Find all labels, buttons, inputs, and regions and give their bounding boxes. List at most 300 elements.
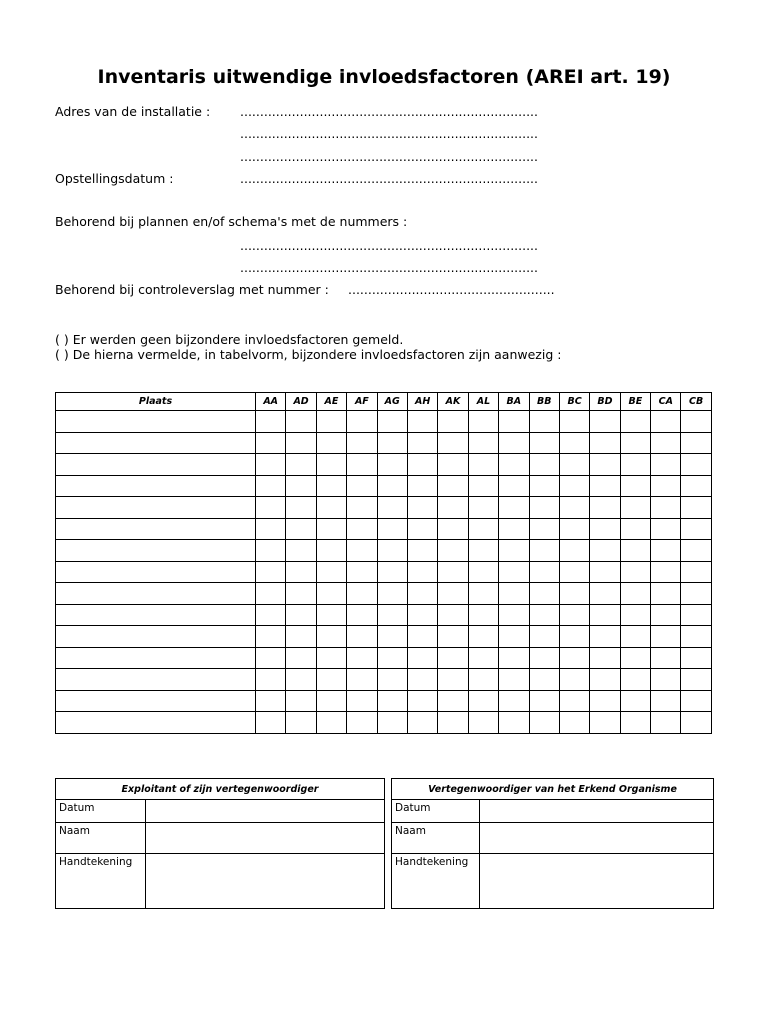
- factor-cell-bc[interactable]: [559, 626, 589, 648]
- factor-cell-ak[interactable]: [438, 411, 468, 433]
- table-row: [56, 604, 712, 626]
- factor-cell-bd[interactable]: [590, 454, 620, 476]
- address-line-2[interactable]: ...........................................................................: [240, 126, 539, 141]
- factor-cell-cb[interactable]: [681, 647, 711, 669]
- factor-cell-bd[interactable]: [590, 561, 620, 583]
- table-row: [56, 626, 712, 648]
- factor-cell-ak[interactable]: [438, 518, 468, 540]
- table-row: [56, 432, 712, 454]
- factor-cell-bc[interactable]: [559, 475, 589, 497]
- factor-cell-ca[interactable]: [651, 432, 681, 454]
- factor-cell-ah[interactable]: [407, 411, 437, 433]
- factor-cell-be[interactable]: [620, 518, 650, 540]
- operator-signature-label: Handtekening: [56, 854, 146, 909]
- factor-cell-ad[interactable]: [286, 561, 316, 583]
- code-header-bd: BD: [590, 393, 620, 411]
- code-header-af: AF: [347, 393, 377, 411]
- factor-cell-ak[interactable]: [438, 432, 468, 454]
- factor-cell-ak[interactable]: [438, 712, 468, 734]
- factor-cell-aa[interactable]: [256, 690, 286, 712]
- place-cell[interactable]: [56, 583, 256, 605]
- factor-cell-ca[interactable]: [651, 518, 681, 540]
- factor-cell-af[interactable]: [347, 626, 377, 648]
- factor-cell-cb[interactable]: [681, 583, 711, 605]
- table-row: [56, 561, 712, 583]
- factor-cell-bd[interactable]: [590, 411, 620, 433]
- table-row: [56, 647, 712, 669]
- place-cell[interactable]: [56, 647, 256, 669]
- factor-cell-al[interactable]: [468, 518, 498, 540]
- factor-cell-bb[interactable]: [529, 497, 559, 519]
- factor-cell-ae[interactable]: [316, 454, 346, 476]
- factor-cell-af[interactable]: [347, 518, 377, 540]
- date-line[interactable]: ...........................................................................: [240, 171, 539, 186]
- factor-cell-ad[interactable]: [286, 583, 316, 605]
- factor-cell-be[interactable]: [620, 497, 650, 519]
- factor-cell-aa[interactable]: [256, 626, 286, 648]
- factor-cell-ak[interactable]: [438, 626, 468, 648]
- place-cell[interactable]: [56, 690, 256, 712]
- factor-cell-bc[interactable]: [559, 690, 589, 712]
- factor-cell-aa[interactable]: [256, 475, 286, 497]
- factor-cell-af[interactable]: [347, 432, 377, 454]
- factor-cell-af[interactable]: [347, 647, 377, 669]
- factor-cell-ag[interactable]: [377, 454, 407, 476]
- operator-name-label: Naam: [56, 823, 146, 854]
- factor-cell-af[interactable]: [347, 712, 377, 734]
- factor-cell-cb[interactable]: [681, 561, 711, 583]
- code-header-ah: AH: [407, 393, 437, 411]
- factor-cell-ca[interactable]: [651, 497, 681, 519]
- factor-cell-af[interactable]: [347, 454, 377, 476]
- factor-cell-bb[interactable]: [529, 690, 559, 712]
- factor-cell-ak[interactable]: [438, 647, 468, 669]
- factor-cell-cb[interactable]: [681, 454, 711, 476]
- factor-cell-ba[interactable]: [499, 411, 529, 433]
- factor-cell-be[interactable]: [620, 690, 650, 712]
- address-line-3[interactable]: ...........................................................................: [240, 149, 539, 164]
- code-header-ca: CA: [651, 393, 681, 411]
- factor-cell-ag[interactable]: [377, 669, 407, 691]
- factor-cell-ba[interactable]: [499, 604, 529, 626]
- factor-cell-bd[interactable]: [590, 626, 620, 648]
- factor-cell-ae[interactable]: [316, 432, 346, 454]
- factor-cell-ag[interactable]: [377, 712, 407, 734]
- factor-cell-aa[interactable]: [256, 647, 286, 669]
- factor-cell-ca[interactable]: [651, 669, 681, 691]
- factor-cell-ca[interactable]: [651, 647, 681, 669]
- factor-cell-aa[interactable]: [256, 604, 286, 626]
- factor-cell-bb[interactable]: [529, 432, 559, 454]
- factor-cell-af[interactable]: [347, 583, 377, 605]
- organism-date-field[interactable]: [480, 800, 714, 823]
- factor-cell-ae[interactable]: [316, 690, 346, 712]
- factor-cell-ah[interactable]: [407, 583, 437, 605]
- factor-cell-ae[interactable]: [316, 540, 346, 562]
- factor-cell-al[interactable]: [468, 475, 498, 497]
- factor-cell-be[interactable]: [620, 647, 650, 669]
- factor-cell-bb[interactable]: [529, 540, 559, 562]
- operator-header: Exploitant of zijn vertegenwoordiger: [56, 779, 385, 800]
- factor-cell-ah[interactable]: [407, 604, 437, 626]
- factor-cell-ad[interactable]: [286, 712, 316, 734]
- factor-cell-ba[interactable]: [499, 454, 529, 476]
- code-header-cb: CB: [681, 393, 711, 411]
- factor-cell-ah[interactable]: [407, 669, 437, 691]
- factor-cell-be[interactable]: [620, 475, 650, 497]
- factor-cell-ba[interactable]: [499, 540, 529, 562]
- factor-cell-af[interactable]: [347, 561, 377, 583]
- organism-name-field[interactable]: [480, 823, 714, 854]
- factor-cell-bc[interactable]: [559, 540, 589, 562]
- factor-cell-ag[interactable]: [377, 626, 407, 648]
- factor-cell-ag[interactable]: [377, 518, 407, 540]
- date-label: Opstellingsdatum :: [55, 171, 174, 186]
- factor-cell-ah[interactable]: [407, 432, 437, 454]
- factor-cell-ag[interactable]: [377, 604, 407, 626]
- factor-cell-ag[interactable]: [377, 432, 407, 454]
- factor-cell-cb[interactable]: [681, 540, 711, 562]
- factor-cell-af[interactable]: [347, 411, 377, 433]
- factor-cell-ak[interactable]: [438, 454, 468, 476]
- factor-cell-ak[interactable]: [438, 583, 468, 605]
- factor-cell-bc[interactable]: [559, 712, 589, 734]
- factor-cell-cb[interactable]: [681, 411, 711, 433]
- factor-cell-ah[interactable]: [407, 454, 437, 476]
- factor-cell-ba[interactable]: [499, 647, 529, 669]
- factor-cell-ae[interactable]: [316, 561, 346, 583]
- organism-header: Vertegenwoordiger van het Erkend Organisme: [392, 779, 714, 800]
- factor-cell-cb[interactable]: [681, 712, 711, 734]
- factor-cell-ak[interactable]: [438, 540, 468, 562]
- factor-cell-bb[interactable]: [529, 604, 559, 626]
- code-header-bb: BB: [529, 393, 559, 411]
- factor-cell-ad[interactable]: [286, 497, 316, 519]
- organism-date-label: Datum: [392, 800, 480, 823]
- factor-cell-ba[interactable]: [499, 432, 529, 454]
- table-row: [56, 411, 712, 433]
- factor-cell-aa[interactable]: [256, 497, 286, 519]
- factor-cell-ad[interactable]: [286, 669, 316, 691]
- factor-cell-al[interactable]: [468, 432, 498, 454]
- factor-cell-ad[interactable]: [286, 432, 316, 454]
- option-present[interactable]: ( ) De hierna vermelde, in tabelvorm, bijzondere invloedsfactoren zijn aanwezig :: [55, 347, 562, 362]
- factor-cell-ak[interactable]: [438, 497, 468, 519]
- factor-cell-ah[interactable]: [407, 712, 437, 734]
- factor-cell-bd[interactable]: [590, 432, 620, 454]
- factor-cell-al[interactable]: [468, 604, 498, 626]
- factor-cell-ah[interactable]: [407, 518, 437, 540]
- factor-cell-al[interactable]: [468, 647, 498, 669]
- table-row: [56, 690, 712, 712]
- factor-cell-ad[interactable]: [286, 604, 316, 626]
- table-row: [56, 518, 712, 540]
- factor-cell-bb[interactable]: [529, 411, 559, 433]
- factor-cell-aa[interactable]: [256, 411, 286, 433]
- factor-cell-cb[interactable]: [681, 432, 711, 454]
- organism-signature-field[interactable]: [480, 854, 714, 909]
- factor-cell-ag[interactable]: [377, 647, 407, 669]
- factor-cell-ak[interactable]: [438, 561, 468, 583]
- factor-cell-ak[interactable]: [438, 604, 468, 626]
- factor-cell-ah[interactable]: [407, 497, 437, 519]
- factor-cell-al[interactable]: [468, 497, 498, 519]
- factor-cell-aa[interactable]: [256, 432, 286, 454]
- page-title: Inventaris uitwendige invloedsfactoren (AREI art. 19): [97, 66, 671, 88]
- factor-cell-bb[interactable]: [529, 647, 559, 669]
- factor-cell-ak[interactable]: [438, 669, 468, 691]
- factor-cell-cb[interactable]: [681, 518, 711, 540]
- factor-cell-bd[interactable]: [590, 647, 620, 669]
- factor-cell-ae[interactable]: [316, 475, 346, 497]
- code-header-ba: BA: [499, 393, 529, 411]
- factor-cell-ba[interactable]: [499, 669, 529, 691]
- factor-cell-ag[interactable]: [377, 561, 407, 583]
- organism-signature-label: Handtekening: [392, 854, 480, 909]
- factor-cell-bb[interactable]: [529, 712, 559, 734]
- factor-cell-ae[interactable]: [316, 518, 346, 540]
- factor-cell-ae[interactable]: [316, 626, 346, 648]
- factor-cell-bb[interactable]: [529, 669, 559, 691]
- factor-cell-al[interactable]: [468, 561, 498, 583]
- place-cell[interactable]: [56, 712, 256, 734]
- factor-cell-bc[interactable]: [559, 647, 589, 669]
- factor-cell-af[interactable]: [347, 540, 377, 562]
- factor-cell-ae[interactable]: [316, 712, 346, 734]
- table-header-row: [56, 393, 712, 411]
- place-cell[interactable]: [56, 454, 256, 476]
- factor-cell-aa[interactable]: [256, 712, 286, 734]
- factor-cell-bb[interactable]: [529, 518, 559, 540]
- factor-cell-bc[interactable]: [559, 604, 589, 626]
- report-line[interactable]: ....................................................: [348, 282, 555, 297]
- factor-cell-aa[interactable]: [256, 454, 286, 476]
- place-cell[interactable]: [56, 540, 256, 562]
- factor-cell-ba[interactable]: [499, 518, 529, 540]
- code-header-ag: AG: [377, 393, 407, 411]
- factor-cell-ag[interactable]: [377, 497, 407, 519]
- factor-cell-bc[interactable]: [559, 518, 589, 540]
- factor-cell-ba[interactable]: [499, 583, 529, 605]
- factor-cell-al[interactable]: [468, 540, 498, 562]
- factor-cell-ad[interactable]: [286, 411, 316, 433]
- factor-cell-bb[interactable]: [529, 561, 559, 583]
- factor-cell-bd[interactable]: [590, 583, 620, 605]
- place-cell[interactable]: [56, 475, 256, 497]
- operator-signature-table: [55, 778, 385, 909]
- factor-cell-be[interactable]: [620, 583, 650, 605]
- factor-cell-bc[interactable]: [559, 497, 589, 519]
- factor-cell-be[interactable]: [620, 604, 650, 626]
- factor-cell-aa[interactable]: [256, 518, 286, 540]
- place-cell[interactable]: [56, 604, 256, 626]
- factor-cell-bc[interactable]: [559, 411, 589, 433]
- factor-cell-be[interactable]: [620, 454, 650, 476]
- factor-cell-aa[interactable]: [256, 540, 286, 562]
- factor-cell-ca[interactable]: [651, 475, 681, 497]
- factor-cell-ad[interactable]: [286, 454, 316, 476]
- factor-cell-ah[interactable]: [407, 690, 437, 712]
- factor-cell-ae[interactable]: [316, 669, 346, 691]
- factor-cell-aa[interactable]: [256, 669, 286, 691]
- factor-cell-ca[interactable]: [651, 583, 681, 605]
- factor-cell-be[interactable]: [620, 626, 650, 648]
- factor-cell-ad[interactable]: [286, 626, 316, 648]
- code-header-al: AL: [468, 393, 498, 411]
- factor-cell-ba[interactable]: [499, 712, 529, 734]
- table-row: [56, 497, 712, 519]
- factor-cell-ah[interactable]: [407, 475, 437, 497]
- factor-cell-be[interactable]: [620, 669, 650, 691]
- report-label: Behorend bij controleverslag met nummer :: [55, 282, 329, 297]
- factor-cell-al[interactable]: [468, 583, 498, 605]
- factor-cell-af[interactable]: [347, 475, 377, 497]
- factor-cell-bd[interactable]: [590, 712, 620, 734]
- factor-cell-bb[interactable]: [529, 454, 559, 476]
- organism-name-label: Naam: [392, 823, 480, 854]
- factor-cell-ae[interactable]: [316, 647, 346, 669]
- factor-cell-bb[interactable]: [529, 626, 559, 648]
- factor-cell-cb[interactable]: [681, 626, 711, 648]
- plans-line-2[interactable]: ...........................................................................: [240, 260, 539, 275]
- place-cell[interactable]: [56, 669, 256, 691]
- factor-cell-ak[interactable]: [438, 475, 468, 497]
- factor-cell-bd[interactable]: [590, 518, 620, 540]
- factor-cell-aa[interactable]: [256, 561, 286, 583]
- organism-signature-table: [391, 778, 714, 909]
- option-none[interactable]: ( ) Er werden geen bijzondere invloedsfactoren gemeld.: [55, 332, 404, 347]
- code-header-be: BE: [620, 393, 650, 411]
- factor-cell-ba[interactable]: [499, 561, 529, 583]
- factor-cell-al[interactable]: [468, 712, 498, 734]
- factor-cell-ca[interactable]: [651, 626, 681, 648]
- factor-cell-ah[interactable]: [407, 540, 437, 562]
- code-header-ad: AD: [286, 393, 316, 411]
- table-row: [56, 475, 712, 497]
- factor-cell-ca[interactable]: [651, 454, 681, 476]
- factor-cell-al[interactable]: [468, 626, 498, 648]
- factor-cell-af[interactable]: [347, 690, 377, 712]
- operator-name-field[interactable]: [146, 823, 385, 854]
- factor-cell-be[interactable]: [620, 540, 650, 562]
- factor-cell-ag[interactable]: [377, 583, 407, 605]
- place-cell[interactable]: [56, 432, 256, 454]
- factor-cell-bc[interactable]: [559, 561, 589, 583]
- factor-cell-be[interactable]: [620, 561, 650, 583]
- factor-cell-al[interactable]: [468, 411, 498, 433]
- factor-cell-bd[interactable]: [590, 669, 620, 691]
- factor-cell-bd[interactable]: [590, 604, 620, 626]
- factor-cell-ca[interactable]: [651, 561, 681, 583]
- factor-cell-ba[interactable]: [499, 475, 529, 497]
- factor-cell-bd[interactable]: [590, 690, 620, 712]
- factor-cell-al[interactable]: [468, 690, 498, 712]
- factor-cell-ah[interactable]: [407, 561, 437, 583]
- factor-cell-bc[interactable]: [559, 432, 589, 454]
- factor-cell-cb[interactable]: [681, 497, 711, 519]
- place-cell[interactable]: [56, 497, 256, 519]
- factor-cell-ae[interactable]: [316, 583, 346, 605]
- factor-cell-ah[interactable]: [407, 626, 437, 648]
- factor-cell-al[interactable]: [468, 454, 498, 476]
- factor-cell-cb[interactable]: [681, 475, 711, 497]
- code-header-aa: AA: [256, 393, 286, 411]
- factor-cell-bc[interactable]: [559, 669, 589, 691]
- factor-cell-ca[interactable]: [651, 411, 681, 433]
- factor-cell-ag[interactable]: [377, 411, 407, 433]
- factor-cell-bc[interactable]: [559, 583, 589, 605]
- operator-signature-field[interactable]: [146, 854, 385, 909]
- influence-factor-table: [55, 392, 712, 734]
- place-cell[interactable]: [56, 411, 256, 433]
- factor-cell-be[interactable]: [620, 411, 650, 433]
- table-row: [56, 583, 712, 605]
- factor-cell-ae[interactable]: [316, 604, 346, 626]
- factor-cell-be[interactable]: [620, 432, 650, 454]
- place-cell[interactable]: [56, 561, 256, 583]
- factor-cell-bc[interactable]: [559, 454, 589, 476]
- operator-date-field[interactable]: [146, 800, 385, 823]
- factor-cell-cb[interactable]: [681, 604, 711, 626]
- factor-cell-af[interactable]: [347, 497, 377, 519]
- code-header-ae: AE: [316, 393, 346, 411]
- factor-cell-ba[interactable]: [499, 497, 529, 519]
- factor-cell-aa[interactable]: [256, 583, 286, 605]
- plans-label: Behorend bij plannen en/of schema's met de nummers :: [55, 214, 408, 229]
- code-header-ak: AK: [438, 393, 468, 411]
- factor-cell-bd[interactable]: [590, 475, 620, 497]
- factor-cell-af[interactable]: [347, 604, 377, 626]
- factor-cell-ad[interactable]: [286, 690, 316, 712]
- factor-cell-al[interactable]: [468, 669, 498, 691]
- factor-cell-ba[interactable]: [499, 626, 529, 648]
- factor-cell-ad[interactable]: [286, 518, 316, 540]
- factor-cell-af[interactable]: [347, 669, 377, 691]
- address-line-1[interactable]: ...........................................................................: [240, 104, 539, 119]
- operator-date-label: Datum: [56, 800, 146, 823]
- factor-cell-cb[interactable]: [681, 690, 711, 712]
- factor-cell-ad[interactable]: [286, 540, 316, 562]
- factor-cell-ag[interactable]: [377, 475, 407, 497]
- factor-cell-ag[interactable]: [377, 690, 407, 712]
- factor-cell-ae[interactable]: [316, 497, 346, 519]
- place-cell[interactable]: [56, 518, 256, 540]
- factor-cell-bb[interactable]: [529, 583, 559, 605]
- address-label: Adres van de installatie :: [55, 104, 211, 119]
- factor-cell-ah[interactable]: [407, 647, 437, 669]
- factor-cell-cb[interactable]: [681, 669, 711, 691]
- factor-cell-ca[interactable]: [651, 540, 681, 562]
- table-row: [56, 540, 712, 562]
- code-header-bc: BC: [559, 393, 589, 411]
- factor-cell-be[interactable]: [620, 712, 650, 734]
- table-row: [56, 712, 712, 734]
- factor-cell-bb[interactable]: [529, 475, 559, 497]
- factor-cell-ag[interactable]: [377, 540, 407, 562]
- factor-cell-ca[interactable]: [651, 690, 681, 712]
- factor-cell-ad[interactable]: [286, 475, 316, 497]
- factor-cell-ad[interactable]: [286, 647, 316, 669]
- factor-cell-ba[interactable]: [499, 690, 529, 712]
- factor-cell-ca[interactable]: [651, 604, 681, 626]
- factor-cell-bd[interactable]: [590, 540, 620, 562]
- factor-cell-ae[interactable]: [316, 411, 346, 433]
- factor-cell-ca[interactable]: [651, 712, 681, 734]
- factor-cell-ak[interactable]: [438, 690, 468, 712]
- plans-line-1[interactable]: ...........................................................................: [240, 238, 539, 253]
- place-cell[interactable]: [56, 626, 256, 648]
- factor-cell-bd[interactable]: [590, 497, 620, 519]
